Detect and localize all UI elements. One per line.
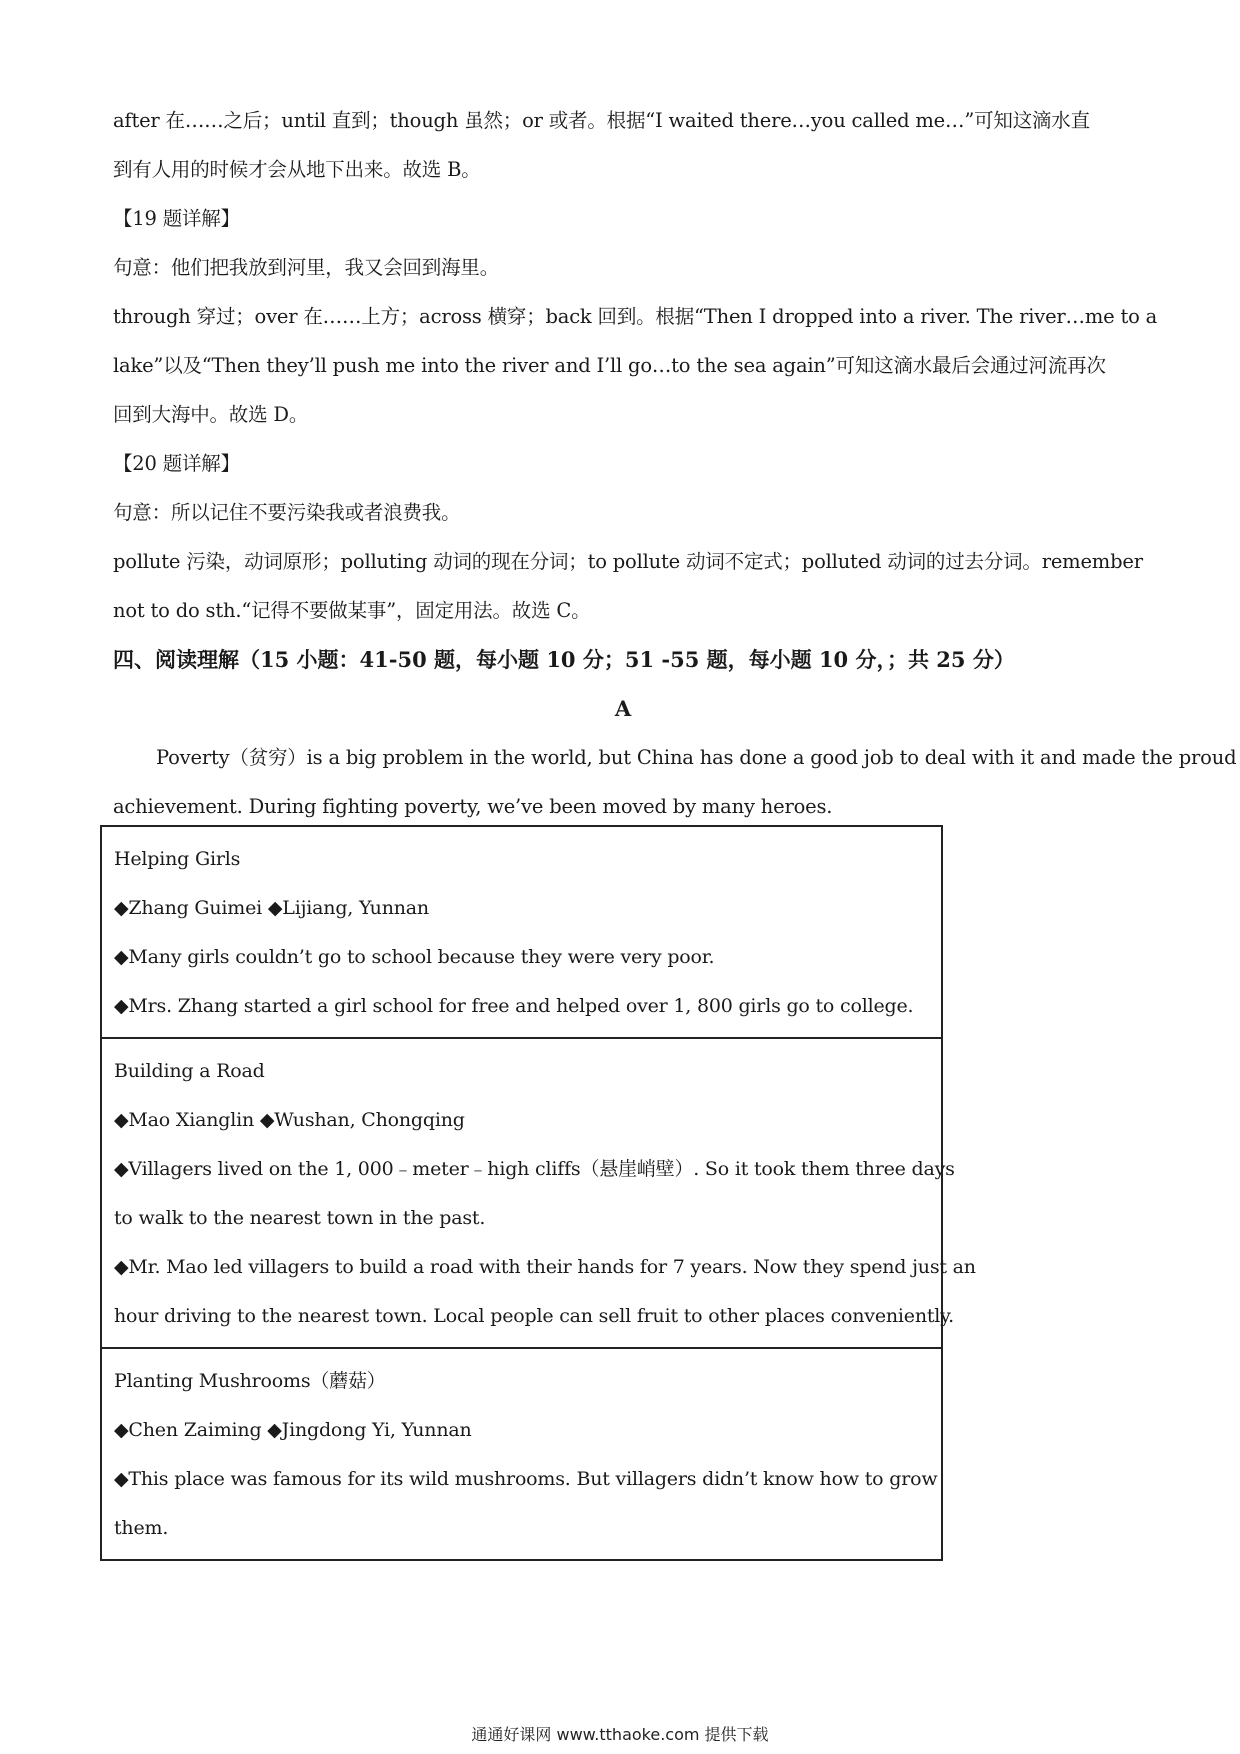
hero-cell-planting-mushrooms bbox=[102, 1347, 941, 1559]
text-line: 到有人用的时候才会从地下出来。故选 B。 bbox=[113, 158, 481, 181]
text-line: through 穿过；over 在……上方；across 横穿；back 回到。根据“Then I dropped into a river. The river…me to a bbox=[113, 305, 1158, 328]
page-footer: 通通好课网 www.tthaoke.com 提供下载 bbox=[471, 1725, 769, 1744]
cell-title: Planting Mushrooms（蘑菇） bbox=[114, 1370, 386, 1392]
text-line: after 在……之后；until 直到；though 虽然；or 或者。根据“I waited there…you called me…”可知这滴水直 bbox=[113, 109, 1090, 132]
heroes-table bbox=[100, 825, 976, 1561]
document-body bbox=[113, 96, 1237, 831]
cell-line: ◆Mao Xianglin ◆Wushan, Chongqing bbox=[114, 1109, 465, 1131]
cell-line: ◆Villagers lived on the 1, 000﹣meter﹣high cliffs（悬崖峭壁）. So it took them three days bbox=[114, 1158, 955, 1180]
cell-line: ◆Mr. Mao led villagers to build a road with their hands for 7 years. Now they spend just an bbox=[114, 1256, 976, 1278]
cell-line: them. bbox=[114, 1517, 169, 1539]
text-line: 句意：所以记住不要污染我或者浪费我。 bbox=[113, 501, 461, 524]
cell-line: ◆Chen Zaiming ◆Jingdong Yi, Yunnan bbox=[114, 1419, 472, 1441]
text-line: lake”以及“Then they’ll push me into the river and I’ll go…to the sea again”可知这滴水最后会通过河流再次 bbox=[113, 354, 1106, 377]
text-line: 回到大海中。故选 D。 bbox=[113, 403, 309, 426]
hero-cell-helping-girls bbox=[102, 827, 941, 1037]
text-line: 句意：他们把我放到河里，我又会回到海里。 bbox=[113, 256, 500, 279]
cell-line: ◆This place was famous for its wild mushrooms. But villagers didn’t know how to grow bbox=[114, 1468, 938, 1490]
hero-cell-building-road bbox=[102, 1037, 976, 1347]
cell-line: ◆Zhang Guimei ◆Lijiang, Yunnan bbox=[114, 897, 429, 919]
cell-line: ◆Mrs. Zhang started a girl school for free and helped over 1, 800 girls go to college. bbox=[114, 995, 914, 1017]
cell-line: hour driving to the nearest town. Local people can sell fruit to other places conveniently. bbox=[114, 1305, 955, 1327]
intro-line: achievement. During fighting poverty, we’ve been moved by many heroes. bbox=[113, 795, 833, 818]
section-title: 四、阅读理解（15 小题：41-50 题，每小题 10 分；51 -55 题，每小题 10 分，；共 25 分） bbox=[113, 647, 1015, 672]
cell-title: Building a Road bbox=[114, 1060, 265, 1082]
cell-line: to walk to the nearest town in the past. bbox=[114, 1207, 486, 1229]
cell-title: Helping Girls bbox=[114, 848, 241, 870]
intro-line: Poverty（贫穷）is a big problem in the world, but China has done a good job to deal with it and made the proud bbox=[156, 746, 1237, 769]
text-line: pollute 污染，动词原形；polluting 动词的现在分词；to pollute 动词不定式；polluted 动词的过去分词。remember bbox=[113, 550, 1143, 573]
text-line: not to do sth.“记得不要做某事”，固定用法。故选 C。 bbox=[113, 599, 591, 622]
cell-line: ◆Many girls couldn’t go to school because they were very poor. bbox=[114, 946, 715, 968]
question-heading: 【19 题详解】 bbox=[113, 207, 240, 230]
passage-letter: A bbox=[614, 696, 632, 721]
question-heading: 【20 题详解】 bbox=[113, 452, 240, 475]
